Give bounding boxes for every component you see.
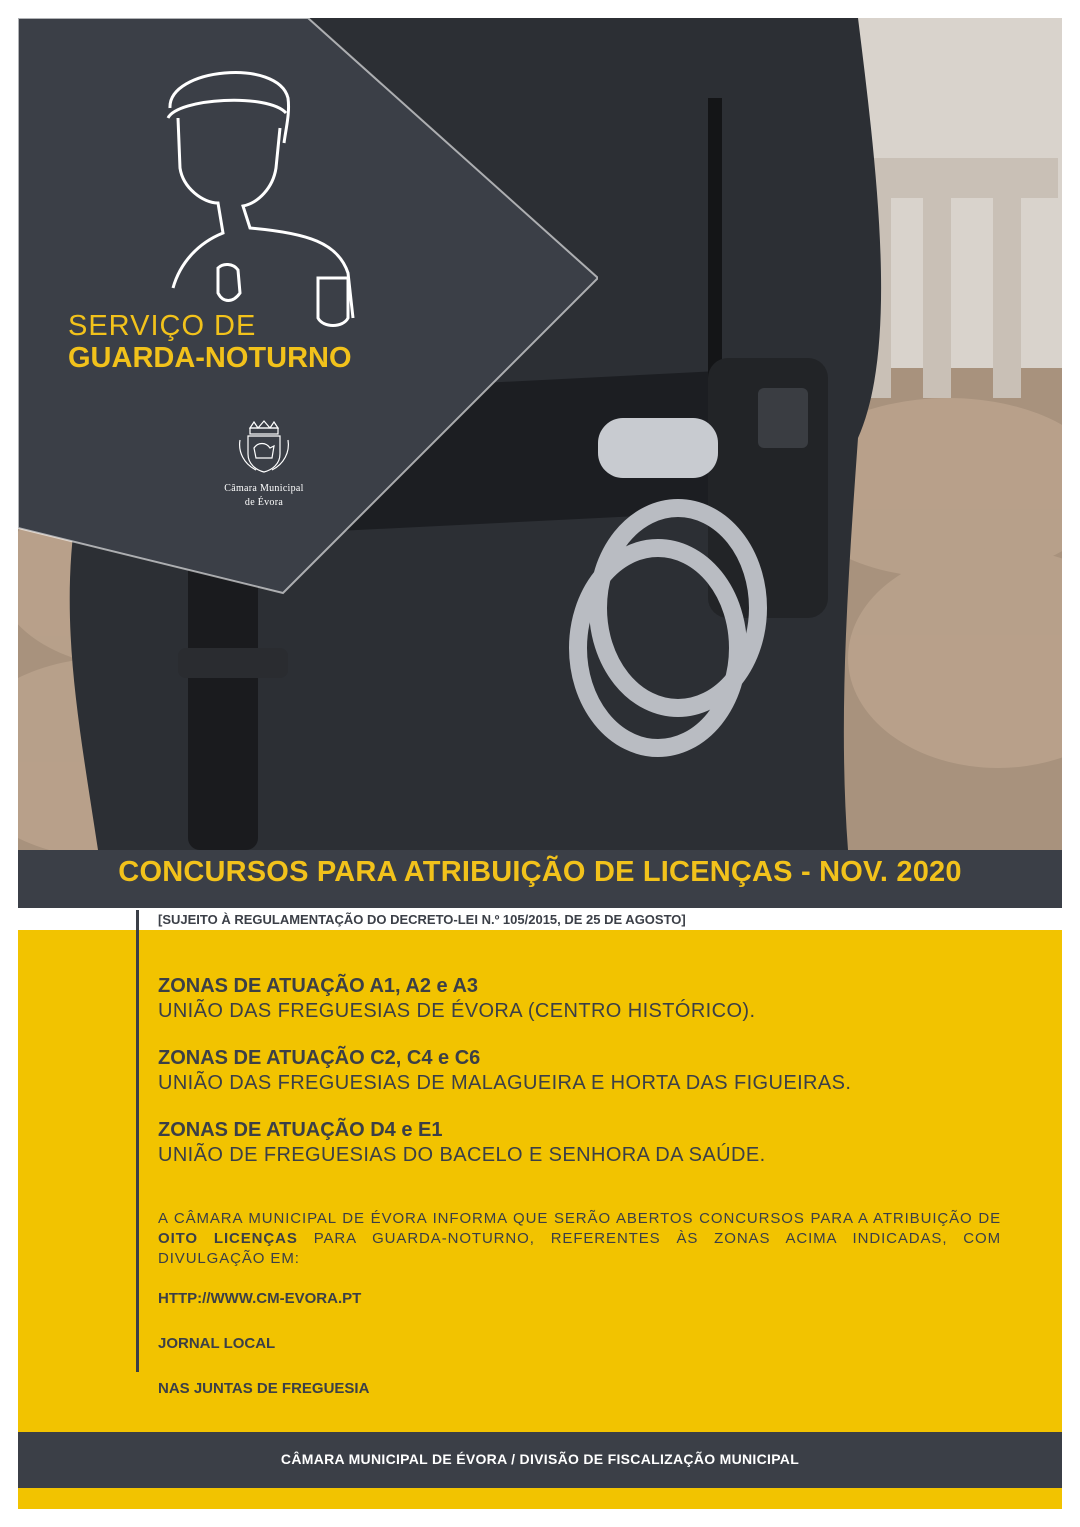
footer-text: CÂMARA MUNICIPAL DE ÉVORA / DIVISÃO DE FISCALIZAÇÃO MUNICIPAL <box>280 1451 800 1467</box>
coat-of-arms-icon <box>236 418 292 476</box>
vertical-rule <box>136 910 139 1372</box>
channel-local-newspaper: JORNAL LOCAL <box>158 1335 276 1352</box>
hero-photo <box>18 18 1062 850</box>
headline: CONCURSOS PARA ATRIBUIÇÃO DE LICENÇAS - NOV. 2020 <box>118 856 962 888</box>
legal-reference: [SUJEITO À REGULAMENTAÇÃO DO DECRETO-LEI N.º 105/2015, DE 25 DE AGOSTO] <box>158 912 686 927</box>
announcement-text-start: A CÂMARA MUNICIPAL DE ÉVORA INFORMA QUE SERÃO ABERTOS CONCURSOS PARA A ATRIBUIÇÃO DE <box>158 1210 1001 1227</box>
zone-title: ZONAS DE ATUAÇÃO A1, A2 e A3 <box>158 975 479 997</box>
municipal-crest <box>224 418 304 508</box>
service-title-line2: GUARDA-NOTURNO <box>68 342 352 375</box>
crest-name-line2: de Évora <box>244 496 284 508</box>
zones-list <box>158 974 1018 1190</box>
zone-description: UNIÃO DAS FREGUESIAS DE ÉVORA (CENTRO HISTÓRICO). <box>158 1000 756 1022</box>
licence-count-highlight: OITO LICENÇAS <box>158 1230 298 1247</box>
poster <box>18 18 1062 1509</box>
zone-title: ZONAS DE ATUAÇÃO C2, C4 e C6 <box>158 1047 481 1069</box>
announcement-text-end: PARA GUARDA-NOTURNO, REFERENTES ÀS ZONAS ACIMA INDICADAS, COM DIVULGAÇÃO EM: <box>158 1230 1001 1267</box>
zone-item <box>158 1118 1018 1168</box>
website-link[interactable]: HTTP://WWW.CM-EVORA.PT <box>158 1290 362 1307</box>
announcement-text <box>158 1209 1001 1269</box>
service-title <box>68 310 352 375</box>
zone-description: UNIÃO DE FREGUESIAS DO BACELO E SENHORA DA SAÚDE. <box>158 1144 766 1166</box>
channel-parish-councils: NAS JUNTAS DE FREGUESIA <box>158 1380 370 1397</box>
zone-description: UNIÃO DAS FREGUESIAS DE MALAGUEIRA E HORTA DAS FIGUEIRAS. <box>158 1072 852 1094</box>
publication-channels <box>158 1290 369 1425</box>
zone-title: ZONAS DE ATUAÇÃO D4 e E1 <box>158 1119 443 1141</box>
zone-item <box>158 1046 1018 1096</box>
service-title-line1: SERVIÇO DE <box>68 310 257 342</box>
crest-name-line1: Câmara Municipal <box>224 483 304 494</box>
zone-item <box>158 974 1018 1024</box>
